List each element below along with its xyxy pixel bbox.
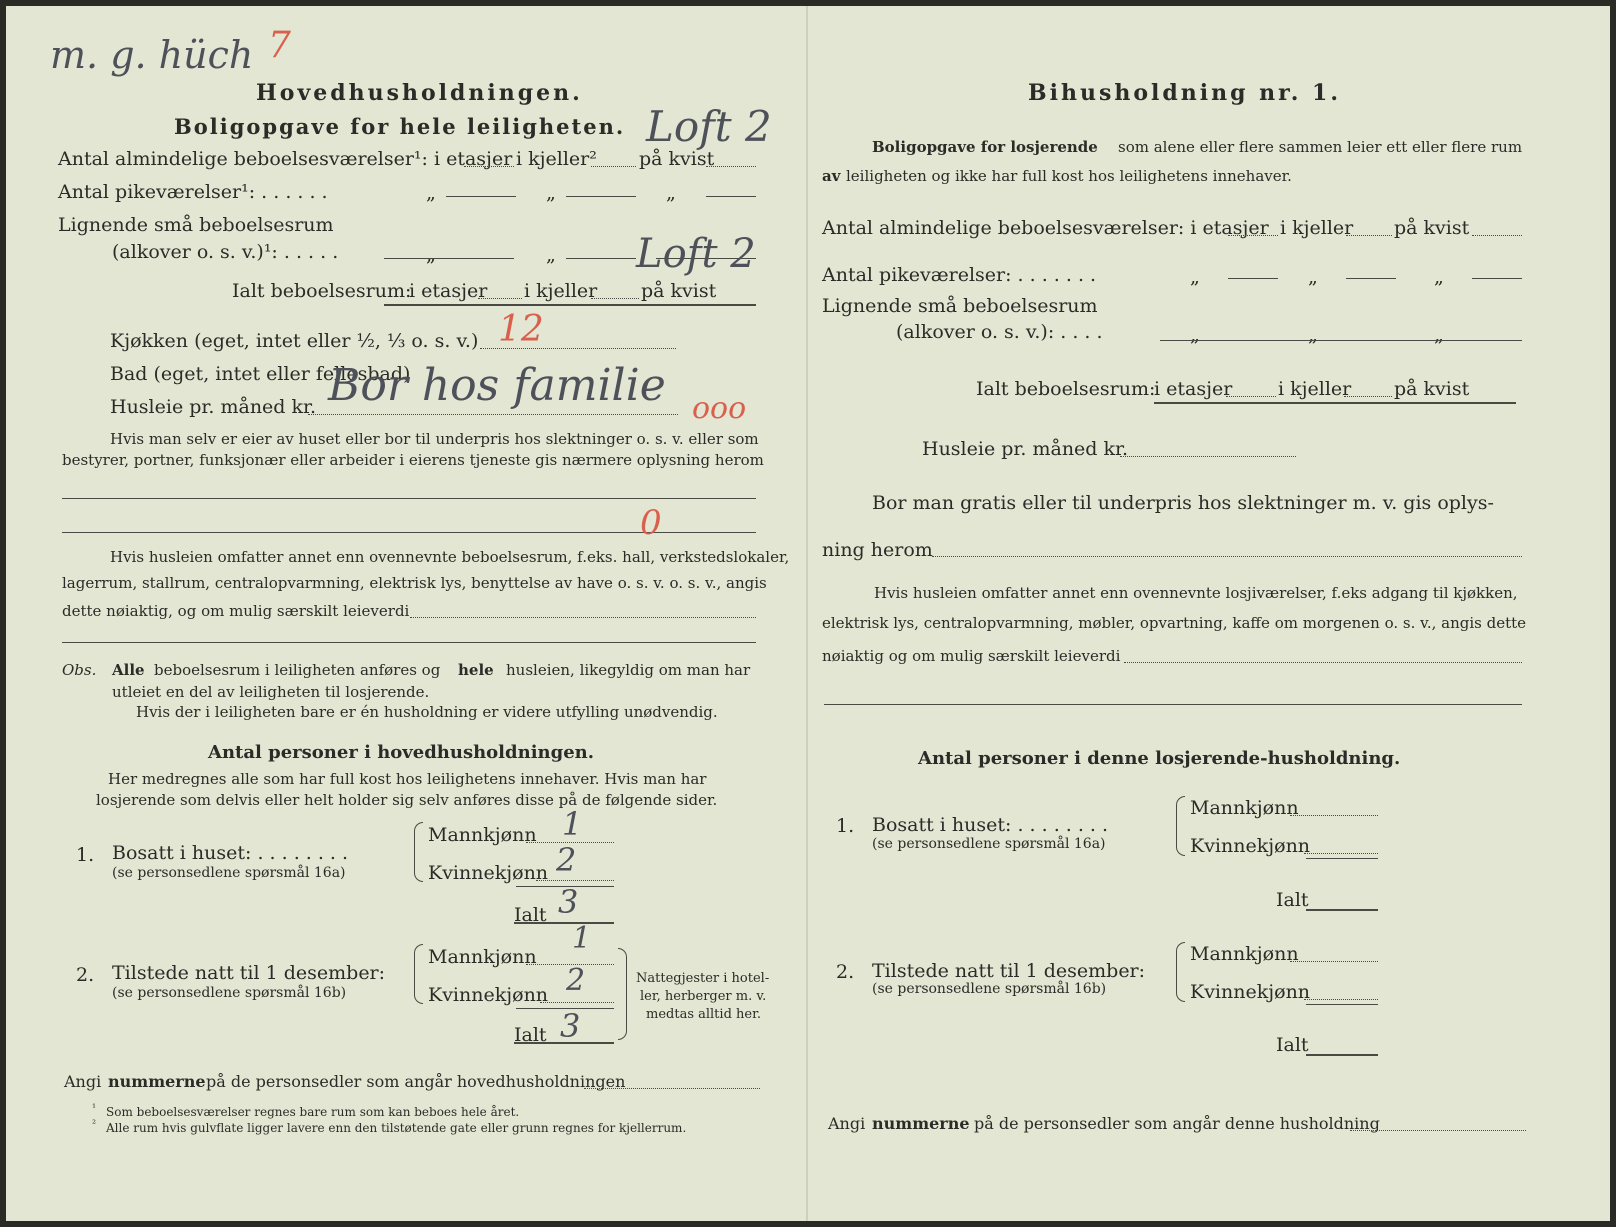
left-obs-line-3: Hvis der i leiligheten bare er én husholdning er videre utfylling unødvendig. (136, 703, 718, 721)
right-q1-ialt: Ialt (1276, 889, 1309, 911)
left-row2-ditto-1: „ (426, 182, 436, 204)
left-row1-etasjer-field (464, 166, 514, 167)
right-q1-kvinne-field (1304, 853, 1378, 854)
left-eier-line-1: Hvis man selv er eier av huset eller bor til underpris hos slektninger o. s. v. eller som (110, 430, 759, 448)
right-q2-sub: (se personsedlene spørsmål 16b) (872, 981, 1107, 997)
left-omfatter-line-1: Hvis husleien omfatter annet enn ovennevnte beboelsesrum, f.eks. hall, verkstedslokaler, (110, 548, 790, 566)
right-bolig-text: som alene eller flere sammen leier ett eller flere rum (1118, 138, 1523, 156)
handwritten-dashes: ooo (692, 391, 747, 426)
right-q2-mann: Mannkjønn (1190, 943, 1299, 965)
page-fold (806, 6, 808, 1221)
right-ialt-etasjer-field (1226, 396, 1276, 397)
left-row3-ditto-2: „ (546, 244, 556, 266)
left-eier-field-1 (62, 498, 756, 499)
right-angi-nummerne: nummerne (872, 1114, 970, 1133)
right-omfatter-line-3: nøiaktig og om mulig særskilt leieverdi (822, 647, 1121, 665)
left-q1-number: 1. (76, 844, 95, 866)
right-row-pikevaerelser: Antal pikeværelser: . . . . . . . (822, 264, 1097, 286)
right-q1-number: 1. (836, 815, 855, 837)
right-q2-sum-line (1306, 1004, 1378, 1005)
left-q1-mann: Mannkjønn (428, 824, 537, 846)
left-subtitle: Boligopgave for hele leiligheten. (174, 114, 626, 139)
handwritten-q1-mann: 1 (562, 805, 583, 843)
right-q2-label: Tilstede natt til 1 desember: (872, 960, 1146, 982)
right-bolig-bold: Boligopgave for losjerende (872, 138, 1098, 156)
handwritten-zero: 0 (640, 503, 662, 543)
right-husleie-field (1120, 456, 1296, 457)
right-husleie: Husleie pr. måned kr. (922, 438, 1129, 460)
right-omfatter-field-2 (824, 704, 1522, 705)
left-q2-right-brace (618, 948, 627, 1040)
right-q2-ialt-line (1306, 1054, 1378, 1056)
left-omfatter-field-2 (62, 642, 756, 643)
right-ialt-kjeller-field (1344, 396, 1392, 397)
left-row-pikevaerelser: Antal pikeværelser¹: . . . . . . (58, 181, 328, 203)
left-omfatter-line-3: dette nøiaktig, og om mulig særskilt leieverdi (62, 602, 410, 620)
right-omfatter-line-1: Hvis husleien omfatter annet enn ovennevnte losjiværelser, f.eks adgang til kjøkken, (874, 584, 1518, 602)
handwritten-loft-1: Loft 2 (646, 102, 772, 151)
left-obs-text-2: husleien, likegyldig om man har (506, 661, 751, 679)
left-row3-ditto-1: „ (426, 244, 436, 266)
left-eier-line-2: bestyrer, portner, funksjonær eller arbeider i eierens tjeneste gis nærmere oplysning herom (62, 451, 764, 469)
left-row1-kvist-field (706, 166, 756, 167)
left-obs-line-2: utleiet en del av leiligheten til losjerende. (112, 683, 430, 701)
left-kjokken: Kjøkken (eget, intet eller ½, ⅓ o. s. v.) (110, 330, 479, 352)
handwritten-top-note: m. g. hüch (50, 33, 254, 77)
right-q1-mann: Mannkjønn (1190, 797, 1299, 819)
left-row-beboelsesvaerelser: Antal almindelige beboelsesværelser¹: i etasjer (58, 148, 513, 170)
left-footnote-1-num: ¹ (92, 1103, 97, 1114)
left-obs-alle: Alle (112, 661, 145, 679)
right-ialt-kjeller: i kjeller (1278, 378, 1352, 400)
right-row1-kjeller: i kjeller (1280, 217, 1354, 239)
left-bad: Bad (eget, intet eller fellesbad) (110, 363, 411, 385)
right-q1-ialt-line (1306, 909, 1378, 911)
left-row-alkover: (alkover o. s. v.)¹: . . . . . (112, 241, 339, 263)
left-ialt-kjeller: i kjeller (524, 280, 598, 302)
right-gratis-line-1: Bor man gratis eller til underpris hos slektninger m. v. gis oplys- (872, 492, 1494, 514)
left-ialt-etasjer-field (478, 298, 522, 299)
left-obs-hele: hele (458, 661, 494, 679)
left-ialt-kvist: på kvist (641, 280, 717, 302)
left-row2-field-1 (446, 196, 516, 197)
left-natt-line-2: ler, herberger m. v. (640, 989, 767, 1004)
right-title: Bihusholdning nr. 1. (1028, 80, 1341, 106)
right-omfatter-field (1124, 662, 1522, 663)
right-q2-mann-field (1290, 961, 1378, 962)
left-row3-field-1 (384, 258, 514, 259)
left-row2-ditto-3: „ (666, 182, 676, 204)
right-omfatter-line-2: elektrisk lys, centralopvarmning, møbler, opvartning, kaffe om morgenen o. s. v., angis dette (822, 614, 1527, 632)
right-angi-field (1350, 1130, 1526, 1131)
left-q2-ialt: Ialt (514, 1024, 547, 1046)
left-row2-ditto-2: „ (546, 182, 556, 204)
right-gratis-field (932, 556, 1522, 557)
left-row1-kjeller-field (591, 166, 636, 167)
left-obs-label: Obs. (62, 661, 97, 679)
handwritten-q1-ialt: 3 (558, 883, 579, 921)
right-q2-number: 2. (836, 961, 855, 983)
left-antal-title: Antal personer i hovedhusholdningen. (208, 742, 595, 763)
right-row1-etasjer-field (1228, 235, 1278, 236)
left-antal-line-2: losjerende som delvis eller helt holder sig selv anføres disse på de følgende sider. (96, 791, 718, 809)
right-q1-sub: (se personsedlene spørsmål 16a) (872, 836, 1106, 852)
left-husleie: Husleie pr. måned kr. (110, 396, 317, 418)
right-q1-brace (1176, 796, 1185, 856)
left-q2-mann: Mannkjønn (428, 946, 537, 968)
left-omfatter-line-2: lagerrum, stallrum, centralopvarmning, elektrisk lys, benyttelse av have o. s. v. o. s. v., angis (62, 574, 767, 592)
handwritten-q1-kvinne: 2 (556, 841, 577, 879)
right-q1-kvinne: Kvinnekjønn (1190, 835, 1311, 857)
handwritten-top-note-number: 7 (268, 25, 291, 66)
left-row2-field-3 (706, 196, 756, 197)
left-q1-sub: (se personsedlene spørsmål 16a) (112, 865, 346, 881)
left-q1-brace (414, 822, 423, 882)
left-row-lignende: Lignende små beboelsesrum (58, 214, 334, 236)
left-q2-kvinne: Kvinnekjønn (428, 984, 549, 1006)
right-q2-kvinne-field (1304, 999, 1378, 1000)
left-natt-line-3: medtas alltid her. (646, 1007, 762, 1022)
right-antal-title: Antal personer i denne losjerende-husholdning. (918, 748, 1401, 769)
left-title: Hovedhusholdningen. (256, 80, 583, 106)
left-obs-text-1: beboelsesrum i leiligheten anføres og (154, 661, 441, 679)
left-row3-field-2 (566, 258, 636, 259)
handwritten-q2-ialt: 3 (560, 1007, 581, 1045)
left-row1-kvist-label: på kvist (639, 148, 715, 170)
right-ialt-label: Ialt beboelsesrum: (976, 378, 1156, 400)
right-row1-kvist-field (1472, 235, 1522, 236)
left-q1-ialt: Ialt (514, 904, 547, 926)
left-q2-brace (414, 944, 423, 1004)
left-ialt-label: Ialt beboelsesrum: (232, 280, 412, 302)
right-q2-ialt: Ialt (1276, 1034, 1309, 1056)
right-angi-a: Angi (828, 1114, 866, 1133)
handwritten-q2-mann: 1 (572, 921, 592, 956)
right-q2-brace (1176, 942, 1185, 1002)
handwritten-bor-hos-familie: Bor hos familie (328, 360, 666, 411)
left-q1-label: Bosatt i huset: . . . . . . . . (112, 842, 349, 864)
right-ialt-underline (1154, 402, 1516, 404)
left-ialt-underline (384, 304, 756, 306)
left-ialt-kjeller-field (591, 298, 639, 299)
right-row2-field-1 (1228, 278, 1278, 279)
left-husleie-field (308, 414, 678, 415)
right-row1-kvist: på kvist (1394, 217, 1470, 239)
left-angi-a: Angi (64, 1072, 102, 1091)
handwritten-loft-2: Loft 2 (636, 231, 756, 277)
left-footnote-1: Som beboelsesværelser regnes bare rum som kan beboes hele året. (106, 1105, 520, 1119)
left-row1-kjeller-label: i kjeller² (516, 148, 597, 170)
right-row2-field-3 (1472, 278, 1522, 279)
left-ialt-etasjer: i etasjer (409, 280, 488, 302)
left-footnote-2: Alle rum hvis gulvflate ligger lavere enn den tilstøtende gate eller grunn regnes for kjellerrum. (106, 1121, 687, 1135)
right-row-lignende: Lignende små beboelsesrum (822, 295, 1098, 317)
right-row3-ditto-1: „ (1190, 324, 1200, 346)
right-q1-sum-line (1306, 858, 1378, 859)
right-row2-field-2 (1346, 278, 1396, 279)
left-q2-number: 2. (76, 964, 95, 986)
right-row2-ditto-2: „ (1308, 266, 1318, 288)
right-gratis-line-2: ning herom (822, 539, 933, 561)
right-ialt-kvist: på kvist (1394, 378, 1470, 400)
left-angi-field (584, 1088, 760, 1089)
left-q1-ialt-line (514, 922, 614, 924)
left-footnote-2-num: ² (92, 1119, 97, 1130)
left-natt-line-1: Nattegjester i hotel- (636, 971, 770, 986)
right-row2-ditto-1: „ (1190, 266, 1200, 288)
right-row3-ditto-3: „ (1434, 324, 1444, 346)
left-q1-kvinne-field (536, 880, 614, 881)
left-antal-line-1: Her medregnes alle som har full kost hos leilighetens innehaver. Hvis man har (108, 770, 707, 788)
right-q2-kvinne: Kvinnekjønn (1190, 981, 1311, 1003)
left-angi-nummerne: nummerne (108, 1072, 206, 1091)
right-row-alkover: (alkover o. s. v.): . . . . (896, 321, 1103, 343)
left-row2-field-2 (566, 196, 636, 197)
right-row3-field (1160, 340, 1522, 341)
census-form-sheet (6, 6, 1610, 1221)
left-omfatter-field (410, 617, 756, 618)
right-bolig-text-2: leiligheten og ikke har full kost hos leilighetens innehaver. (846, 167, 1292, 185)
left-q2-label: Tilstede natt til 1 desember: (112, 962, 386, 984)
right-q1-label: Bosatt i huset: . . . . . . . . (872, 814, 1109, 836)
right-row3-ditto-2: „ (1308, 324, 1318, 346)
right-row2-ditto-3: „ (1434, 266, 1444, 288)
left-q2-kvinne-field (540, 1002, 614, 1003)
right-row1-kjeller-field (1346, 235, 1392, 236)
right-bolig-av: av (822, 167, 841, 185)
right-ialt-etasjer: i etasjer (1154, 378, 1233, 400)
right-row-beboelsesvaerelser: Antal almindelige beboelsesværelser: i etasjer (822, 217, 1269, 239)
handwritten-q2-kvinne: 2 (566, 963, 586, 998)
handwritten-kjokken: 12 (498, 309, 544, 350)
left-q2-sub: (se personsedlene spørsmål 16b) (112, 985, 347, 1001)
left-angi-c: på de personsedler som angår hovedhusholdningen (206, 1072, 626, 1091)
right-q1-mann-field (1290, 815, 1378, 816)
left-q1-kvinne: Kvinnekjønn (428, 862, 549, 884)
right-angi-c: på de personsedler som angår denne husholdning (974, 1114, 1380, 1133)
